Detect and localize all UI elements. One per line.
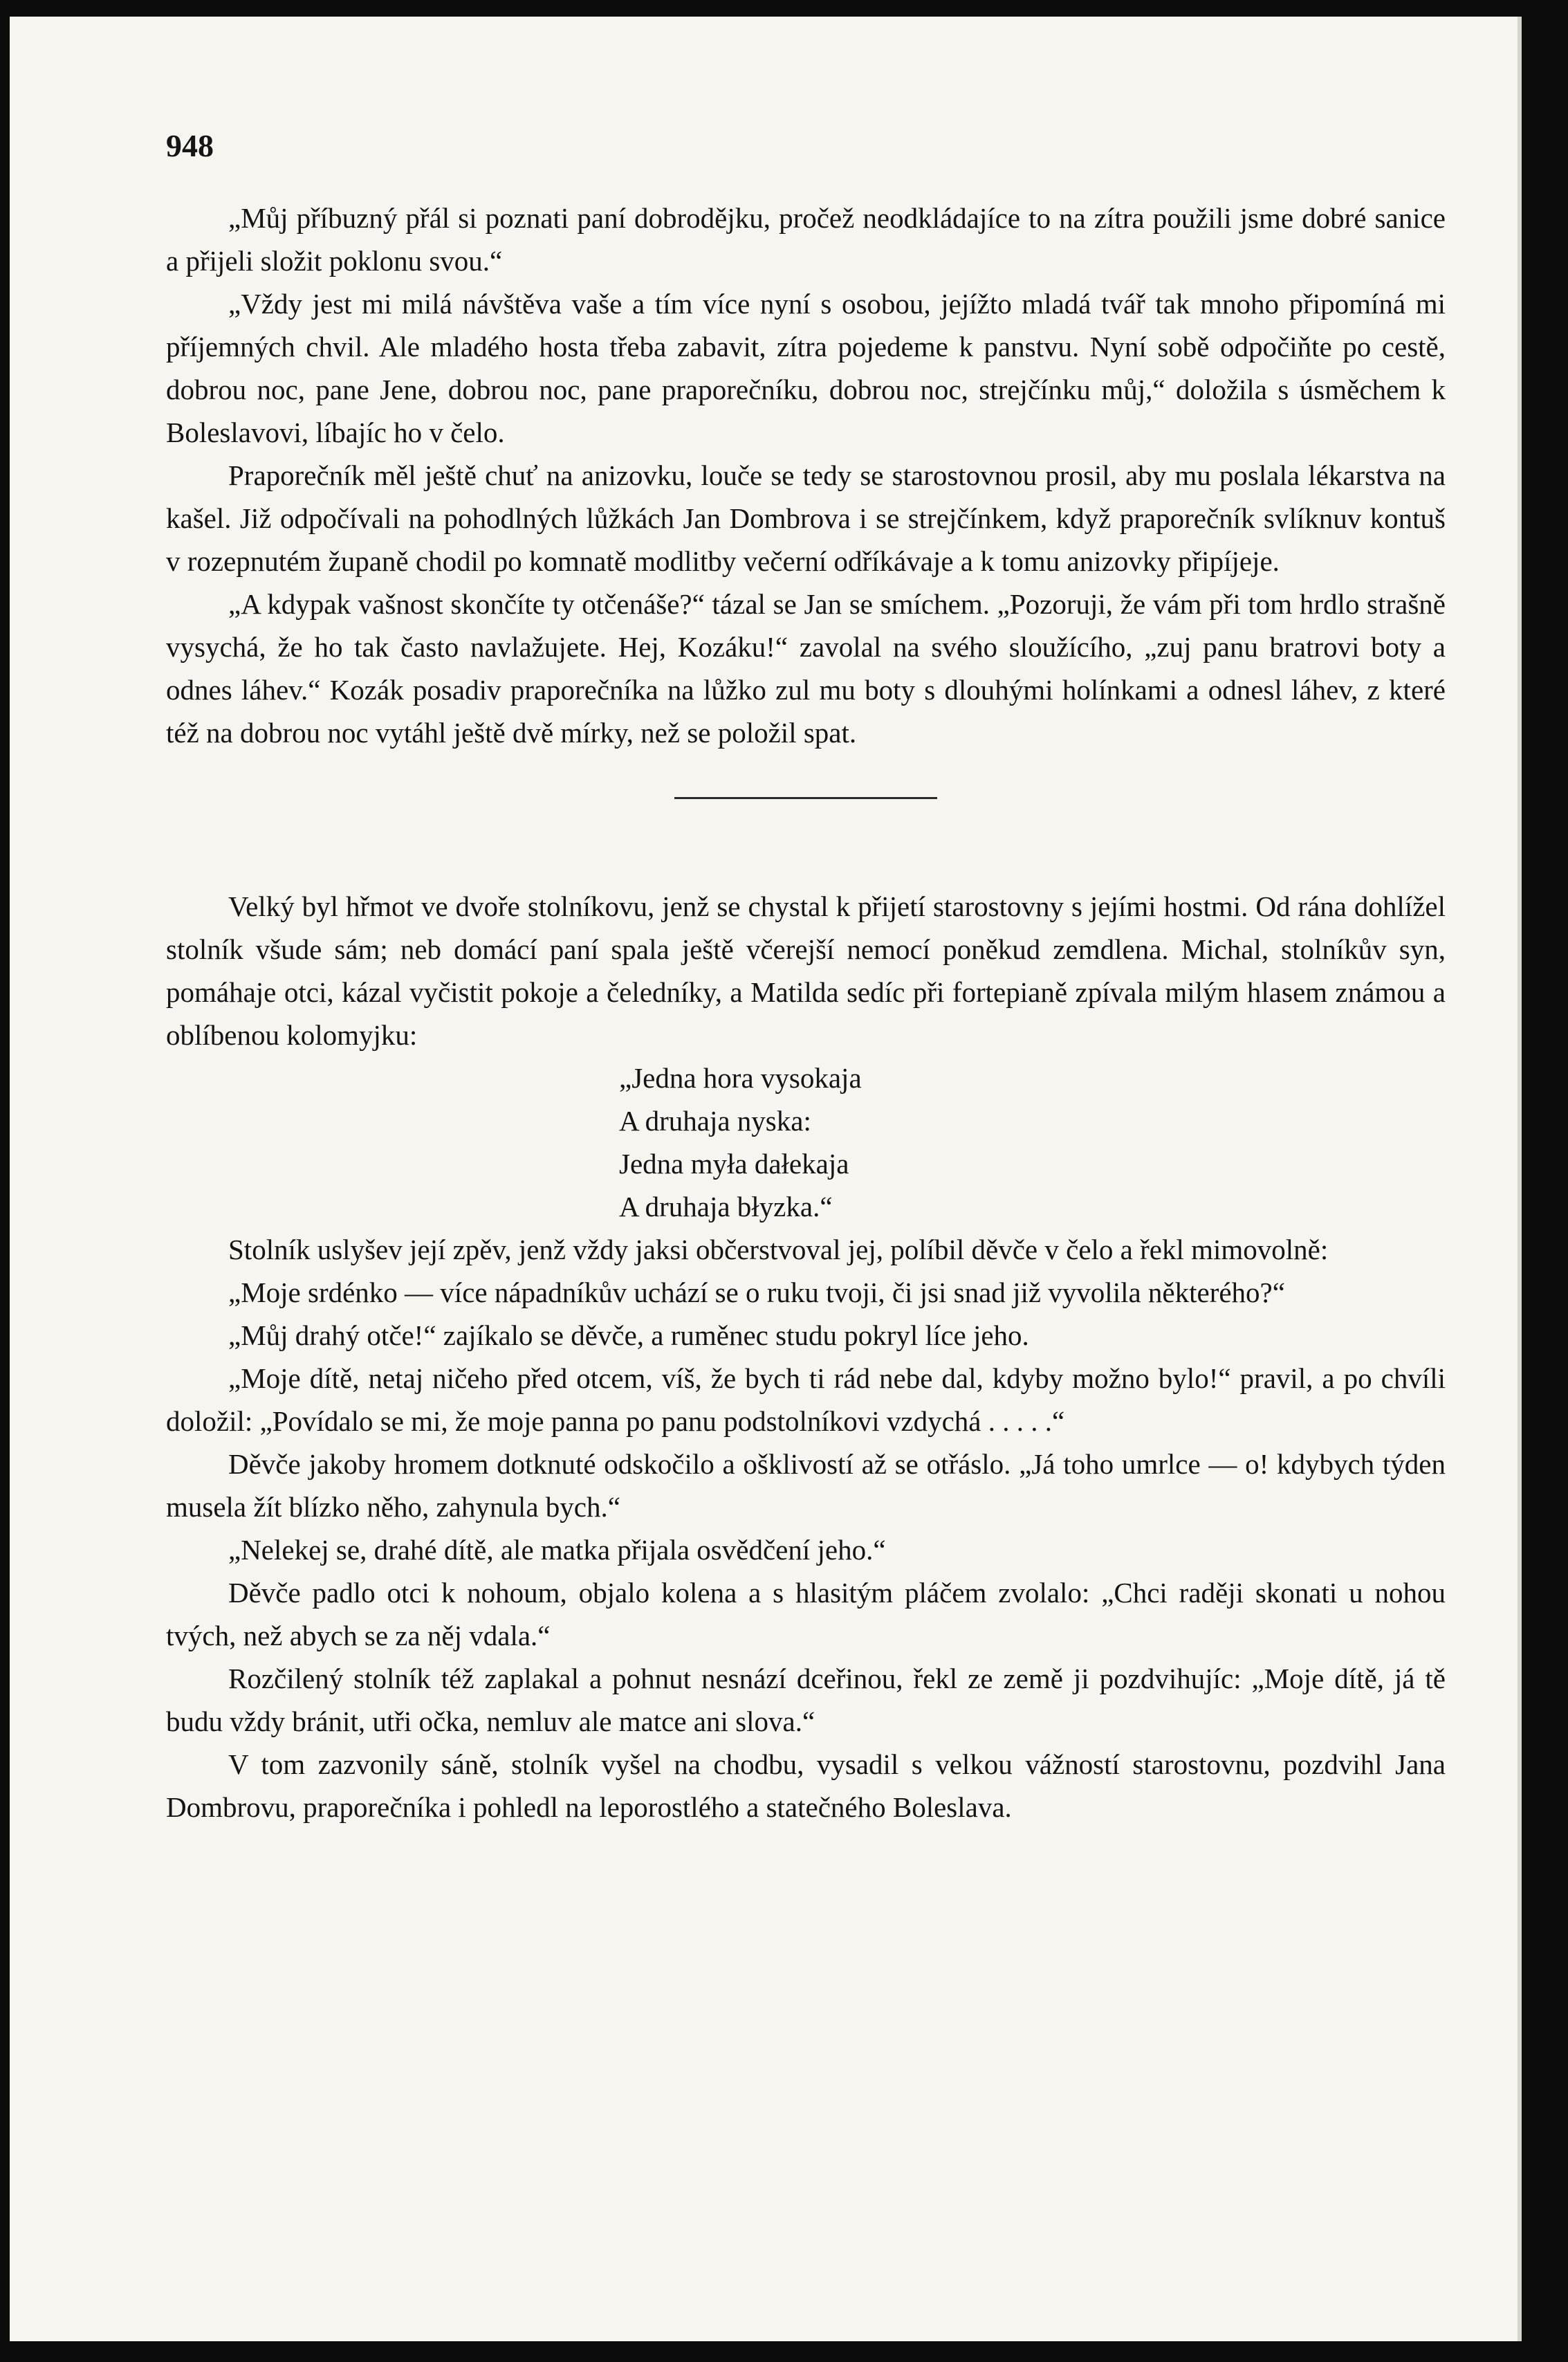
paragraph: „Můj drahý otče!“ zajíkalo se děvče, a ruměnec studu pokryl líce jeho. [228,1319,1029,1351]
paragraph: V tom zazvonily sáně, stolník vyšel na chodbu, vysadil s velkou vážností starostovnu, pozdvihl Jana Dombrovu, praporečníka i pohledl na leporostlého a statečného Boleslava. [166,1748,1446,1823]
poem-line: A druhaja błyzka.“ [619,1191,833,1223]
paragraph: „A kdypak vašnost skončíte ty otčenáše?“ tázal se Jan se smíchem. „Pozoruji, že vám při tom hrdlo strašně vysychá, že ho tak často navlažujete. Hej, Kozáku!“ zavolal na svého sloužícího, „zuj panu bratrovi boty a odnes láhev.“ Kozák posadiv praporečníka na lůžko zul mu boty s dlouhými holínkami a odnesl láhev, z které též na dobrou noc vytáhl ještě dvě mírky, než se položil spat. [166,588,1446,749]
paragraph: „Můj příbuzný přál si poznati paní dobrodějku, pročež neodkládajíce to na zítra použili jsme dobré sanice a přijeli složit poklonu svou.“ [166,202,1446,277]
section-divider [674,797,937,799]
paragraph: „Moje dítě, netaj ničeho před otcem, víš, že bych ti rád nebe dal, kdyby možno bylo!“ pravil, a po chvíli doložil: „Povídalo se mi, že moje panna po panu podstolníkovi vzdychá . . . . .“ [166,1362,1446,1437]
page-text [166,196,1446,1829]
paragraph: „Moje srdénko — více nápadníkův uchází se o ruku tvoji, či jsi snad již vyvolila některého?“ [228,1276,1285,1308]
book-page [10,17,1522,2341]
paragraph: Praporečník měl ještě chuť na anizovku, louče se tedy se starostovnou prosil, aby mu poslala lékarstva na kašel. Již odpočívali na pohodlných lůžkách Jan Dombrova i se strejčínkem, když praporečník svlíknuv kontuš v rozepnutém županě chodil po komnatě modlitby večerní odříkávaje a k tomu anizovky připíjeje. [166,459,1446,577]
page-number: 948 [166,128,214,163]
paragraph: „Vždy jest mi milá návštěva vaše a tím více nyní s osobou, jejížto mladá tvář tak mnoho připomíná mi příjemných chvil. Ale mladého hosta třeba zabavit, zítra pojedeme k panstvu. Nyní sobě odpočiňte po cestě, dobrou noc, pane Jene, dobrou noc, pane praporečníku, dobrou noc, strejčínku můj,“ doložila s úsměchem k Boleslavovi, líbajíc ho v čelo. [166,288,1446,448]
paragraph: Velký byl hřmot ve dvoře stolníkovu, jenž se chystal k přijetí starostovny s jejími hostmi. Od rána dohlížel stolník všude sám; neb domácí paní spala ještě včerejší nemocí poněkud zemdlena. Michal, stolníkův syn, pomáhaje otci, kázal vyčistit pokoje a čeledníky, a Matilda sedíc při fortepianě zpívala milým hlasem známou a oblíbenou kolomyjku: [166,890,1446,1051]
paragraph: Děvče padlo otci k nohoum, objalo kolena a s hlasitým pláčem zvolalo: „Chci raději skonati u nohou tvých, než abych se za něj vdala.“ [166,1577,1446,1651]
paragraph: Děvče jakoby hromem dotknuté odskočilo a ošklivostí až se otřáslo. „Já toho umrlce — o! kdybych týden musela žít blízko něho, zahynula bych.“ [166,1448,1446,1523]
poem-line: A druhaja nyska: [619,1105,811,1137]
poem [619,1056,1446,1228]
paragraph: Stolník uslyšev její zpěv, jenž vždy jaksi občerstvoval jej, políbil děvče v čelo a řekl mimovolně: [228,1234,1329,1265]
paragraph: „Nelekej se, drahé dítě, ale matka přijala osvědčení jeho.“ [228,1534,886,1566]
paragraph: Rozčilený stolník též zaplakal a pohnut nesnází dceřinou, řekl ze země ji pozdvihujíc: „Moje dítě, já tě budu vždy bránit, utři očka, nemluv ale matce ani slova.“ [166,1663,1446,1737]
poem-line: „Jedna hora vysokaja [619,1062,862,1094]
poem-line: Jedna myła dałekaja [619,1148,849,1180]
